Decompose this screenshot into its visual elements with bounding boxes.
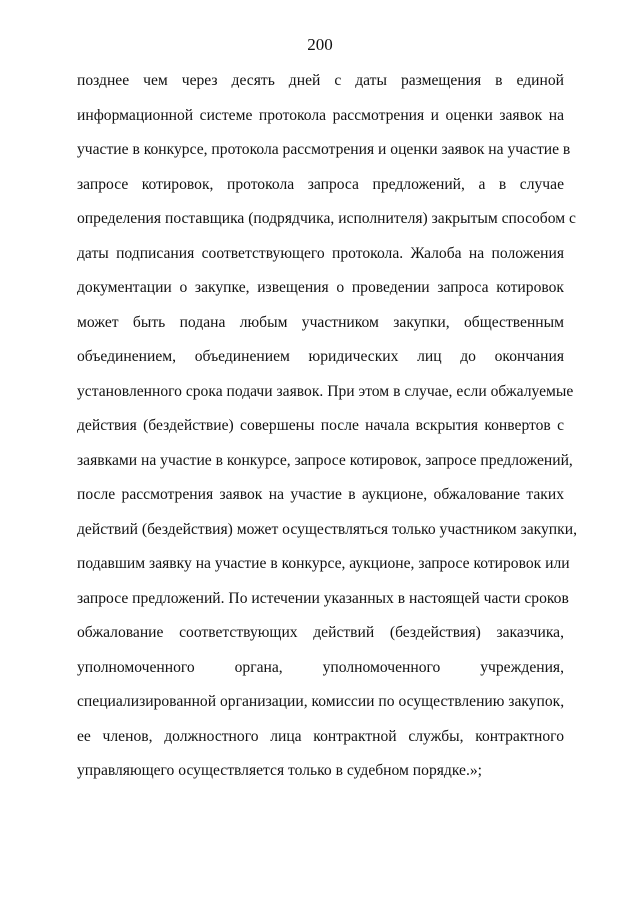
text-line: после рассмотрения заявок на участие в аукционе, обжалование таких (77, 486, 564, 503)
text-line: информационной системе протокола рассмотрения и оценки заявок на (77, 106, 564, 124)
page-number: 200 (307, 35, 333, 54)
text-line: установленного срока подачи заявок. При этом в случае, если обжалуемые (77, 382, 574, 400)
text-line: действия (бездействие) совершены после начала вскрытия конвертов с (77, 417, 564, 434)
text-line: ее членов, должностного лица контрактной службы, контрактного (77, 727, 564, 745)
text-line: документации о закупке, извещения о проведении запроса котировок (77, 279, 564, 296)
text-line: запросе котировок, протокола запроса предложений, а в случае (77, 175, 564, 193)
text-line: действий (бездействия) может осуществляться только участником закупки, (77, 520, 577, 538)
text-line: запросе предложений. По истечении указанных в настоящей части сроков (77, 589, 569, 607)
text-line: даты подписания соответствующего протокола. Жалоба на положения (77, 244, 564, 262)
text-line: заявками на участие в конкурсе, запросе котировок, запросе предложений, (77, 451, 573, 469)
text-line: объединением, объединением юридических лиц до окончания (77, 348, 564, 365)
text-line: управляющего осуществляется только в судебном порядке.»; (77, 762, 482, 779)
body-text (77, 70, 577, 795)
text-line: определения поставщика (подрядчика, исполнителя) закрытым способом с (77, 210, 576, 227)
text-line: может быть подана любым участником закупки, общественным (77, 313, 564, 331)
text-line: обжалование соответствующих действий (бездействия) заказчика, (77, 624, 564, 641)
text-line: специализированной организации, комиссии по осуществлению закупок, (77, 693, 565, 710)
text-line: подавшим заявку на участие в конкурсе, аукционе, запросе котировок или (77, 555, 570, 572)
text-line: позднее чем через десять дней с даты размещения в единой (77, 72, 564, 89)
text-line: участие в конкурсе, протокола рассмотрения и оценки заявок на участие в (77, 141, 571, 158)
text-line: уполномоченного органа, уполномоченного учреждения, (77, 658, 564, 676)
